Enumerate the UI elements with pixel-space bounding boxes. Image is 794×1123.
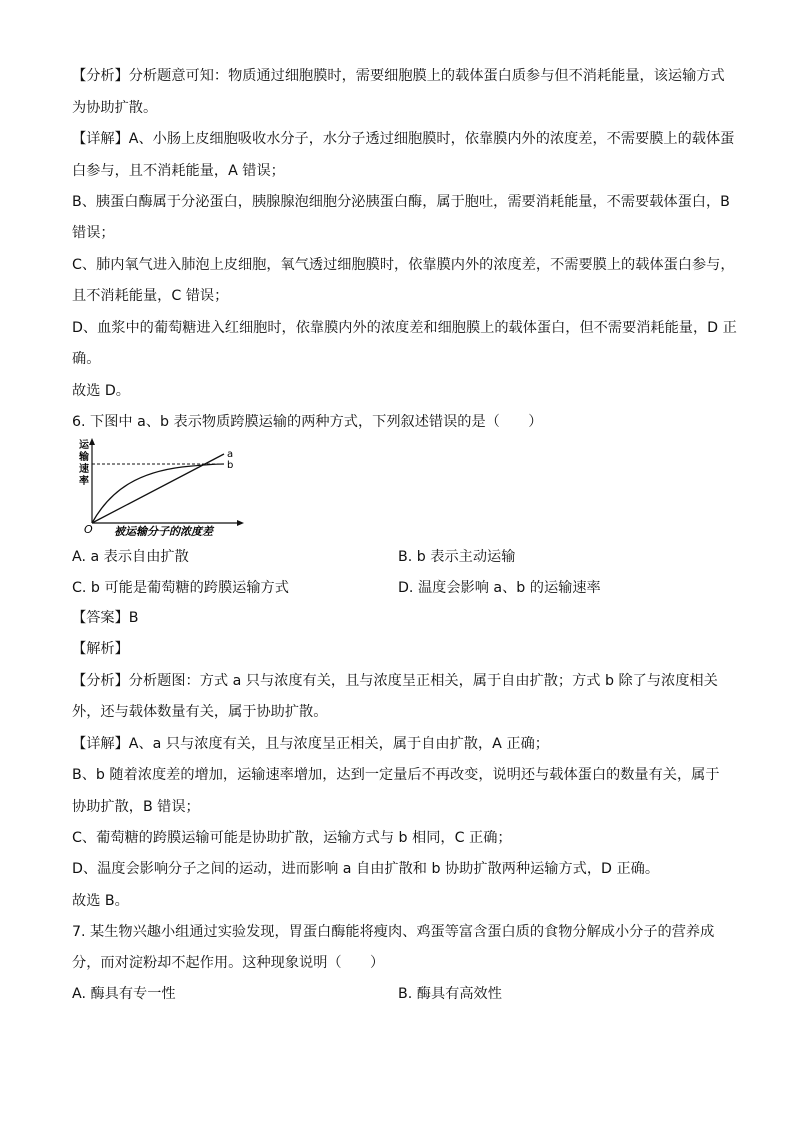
answer-option-o3: C. b 可能是葡萄糖的跨膜运输方式 xyxy=(72,580,289,596)
x-axis-label: 被运输分子的浓度差 xyxy=(114,525,213,537)
text-line-l15: 【分析】分析题图：方式 a 只与浓度有关，且与浓度呈正相关，属于自由扩散；方式 b 除了与浓度相关 xyxy=(72,673,718,689)
text-line-l3: 【详解】A、小肠上皮细胞吸收水分子，水分子透过细胞膜时，依靠膜内外的浓度差，不需要膜上的载体蛋 xyxy=(72,131,735,147)
text-line-l8: 且不消耗能量，C 错误； xyxy=(72,288,229,304)
curve-a-label: a xyxy=(227,449,234,460)
text-line-l17: 【详解】A、a 只与浓度有关，且与浓度呈正相关，属于自由扩散，A 正确； xyxy=(72,736,549,752)
text-line-l12: 6. 下图中 a、b 表示物质跨膜运输的两种方式，下列叙述错误的是（ ） xyxy=(72,414,543,430)
text-line-l2: 为协助扩散。 xyxy=(72,100,158,116)
text-line-l9: D、血浆中的葡萄糖进入红细胞时，依靠膜内外的浓度差和细胞膜上的载体蛋白，但不需要消耗能量，D 正 xyxy=(72,320,737,336)
text-line-l23: 7. 某生物兴趣小组通过实验发现，胃蛋白酶能将瘦肉、鸡蛋等富含蛋白质的食物分解成小分子的营养成 xyxy=(72,924,715,940)
text-line-l7: C、肺内氧气进入肺泡上皮细胞，氧气透过细胞膜时，依靠膜内外的浓度差，不需要膜上的载体蛋白参与， xyxy=(72,257,735,273)
text-line-l11: 故选 D。 xyxy=(72,383,130,399)
answer-option-o1: A. a 表示自由扩散 xyxy=(72,549,189,565)
text-line-l1: 【分析】分析题意可知：物质通过细胞膜时，需要细胞膜上的载体蛋白质参与但不消耗能量，该运输方式 xyxy=(72,68,725,84)
answer-option-o6: B. 酶具有高效性 xyxy=(398,986,502,1002)
text-line-l5: B、胰蛋白酶属于分泌蛋白，胰腺腺泡细胞分泌胰蛋白酶，属于胞吐，需要消耗能量，不需要载体蛋白，B xyxy=(72,194,730,210)
y-axis-label-3: 速 xyxy=(79,464,89,475)
text-line-l21: D、温度会影响分子之间的运动，进而影响 a 自由扩散和 b 协助扩散两种运输方式，D 正确。 xyxy=(72,861,660,877)
y-axis-label-4: 率 xyxy=(79,476,89,487)
text-line-l14: 【解析】 xyxy=(72,641,129,657)
curve-b-line xyxy=(92,464,224,523)
text-line-l6: 错误； xyxy=(72,225,115,241)
text-line-l24: 分，而对淀粉却不起作用。这种现象说明（ ） xyxy=(72,955,385,971)
y-axis-label-1: 运 xyxy=(79,440,89,451)
text-line-l13: 【答案】B xyxy=(72,610,139,626)
answer-option-o4: D. 温度会影响 a、b 的运输速率 xyxy=(398,580,601,596)
origin-label: O xyxy=(84,523,93,536)
answer-option-o2: B. b 表示主动运输 xyxy=(398,549,516,565)
text-line-l10: 确。 xyxy=(72,351,101,367)
text-line-l22: 故选 B。 xyxy=(72,893,129,909)
curve-b-label: b xyxy=(227,460,234,471)
text-line-l20: C、葡萄糖的跨膜运输可能是协助扩散，运输方式与 b 相同，C 正确； xyxy=(72,830,512,846)
x-axis-arrow xyxy=(237,520,244,526)
y-axis-label-2: 输 xyxy=(79,452,89,463)
text-line-l16: 外，还与载体数量有关，属于协助扩散。 xyxy=(72,704,328,720)
text-line-l18: B、b 随着浓度差的增加，运输速率增加，达到一定量后不再改变，说明还与载体蛋白的数量有关，属于 xyxy=(72,767,720,783)
y-axis-arrow xyxy=(89,438,95,445)
text-line-l19: 协助扩散，B 错误； xyxy=(72,799,200,815)
answer-option-o5: A. 酶具有专一性 xyxy=(72,986,176,1002)
transport-rate-figure xyxy=(72,437,252,537)
text-line-l4: 白参与，且不消耗能量，A 错误； xyxy=(72,163,285,179)
